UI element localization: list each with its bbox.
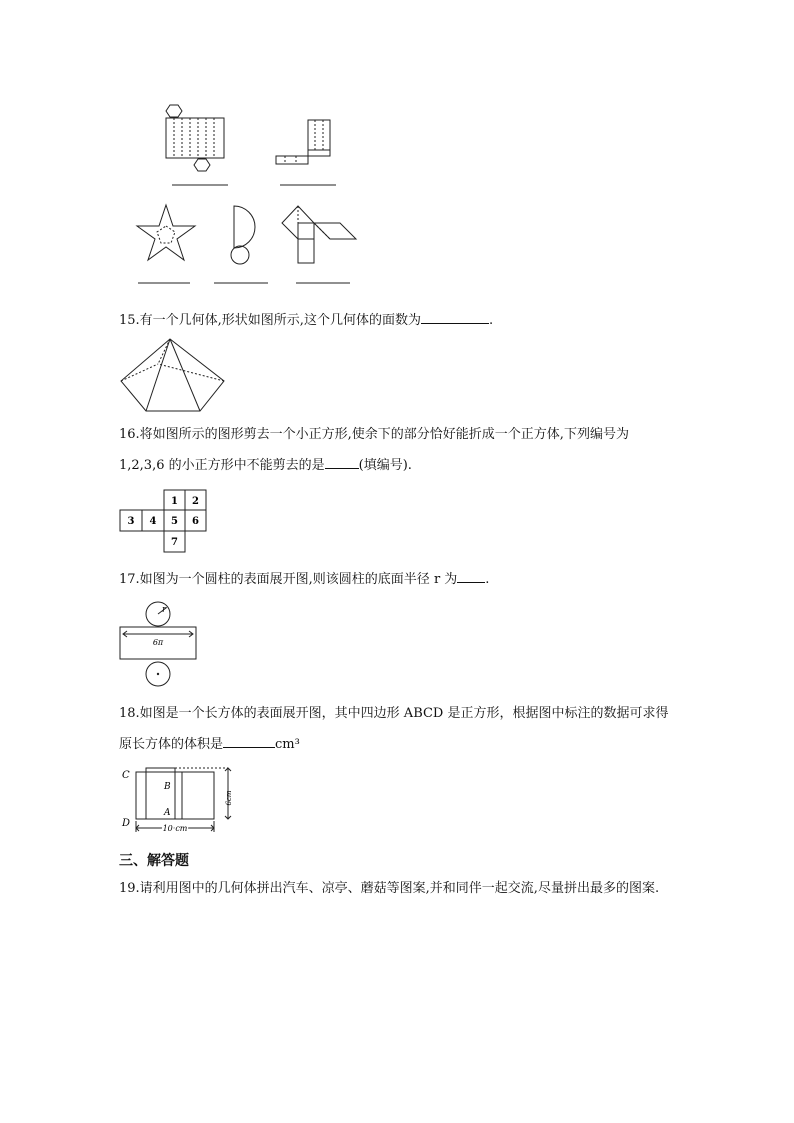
- question-18-line2: 原长方体的体积是 cm³: [119, 734, 300, 754]
- cell-label-6: 6: [192, 516, 199, 527]
- nets-figures: [130, 100, 370, 290]
- star-net: [137, 205, 195, 260]
- label-10cm: 10 cm: [162, 824, 188, 833]
- question-15: 15.有一个几何体,形状如图所示,这个几何体的面数为 .: [119, 310, 493, 330]
- label-d: D: [122, 818, 131, 829]
- label-b: B: [164, 782, 171, 792]
- label-r: r: [162, 605, 167, 615]
- hex-prism-net: [166, 105, 224, 171]
- section-title: 三、解答题: [119, 853, 189, 869]
- q16-answer-blank[interactable]: [325, 455, 359, 469]
- cell-label-4: 4: [149, 516, 157, 527]
- pentagonal-pyramid-figure: [118, 336, 228, 416]
- cell-label-1: 1: [171, 496, 178, 507]
- question-16-line2: 1,2,3,6 的小正方形中不能剪去的是 (填编号).: [119, 455, 412, 475]
- label-6pi: 6π: [152, 638, 164, 647]
- label-a: A: [164, 808, 171, 818]
- cube-net-grid: [119, 489, 211, 553]
- q17-answer-blank[interactable]: [457, 569, 485, 583]
- question-18-line1: 18.如图是一个长方体的表面展开图，其中四边形 ABCD 是正方形，根据图中标注的数据可求得: [119, 706, 669, 721]
- q18-answer-blank[interactable]: [223, 734, 275, 748]
- prism-net-2: [276, 120, 330, 164]
- cell-label-7: 7: [171, 537, 178, 548]
- cell-label-3: 3: [127, 516, 135, 527]
- question-16-line1: 16.将如图所示的图形剪去一个小正方形,使余下的部分恰好能折成一个正方体,下列编号为: [119, 427, 629, 442]
- cell-label-5: 5: [171, 516, 178, 527]
- label-c: C: [122, 770, 130, 781]
- cuboid-net-figure: [120, 764, 240, 838]
- question-19: 19.请利用图中的几何体拼出汽车、凉亭、蘑菇等图案,并和同伴一起交流,尽量拼出最多的图案.: [119, 881, 660, 896]
- label-6cm: 6cm: [225, 790, 233, 806]
- q15-answer-blank[interactable]: [421, 310, 489, 324]
- triangular-prism-net: [282, 206, 356, 263]
- cell-label-2: 2: [192, 496, 199, 507]
- cone-net: [231, 206, 255, 264]
- question-17: 17.如图为一个圆柱的表面展开图,则该圆柱的底面半径 r 为 .: [119, 569, 489, 589]
- cylinder-net-figure: [118, 600, 198, 692]
